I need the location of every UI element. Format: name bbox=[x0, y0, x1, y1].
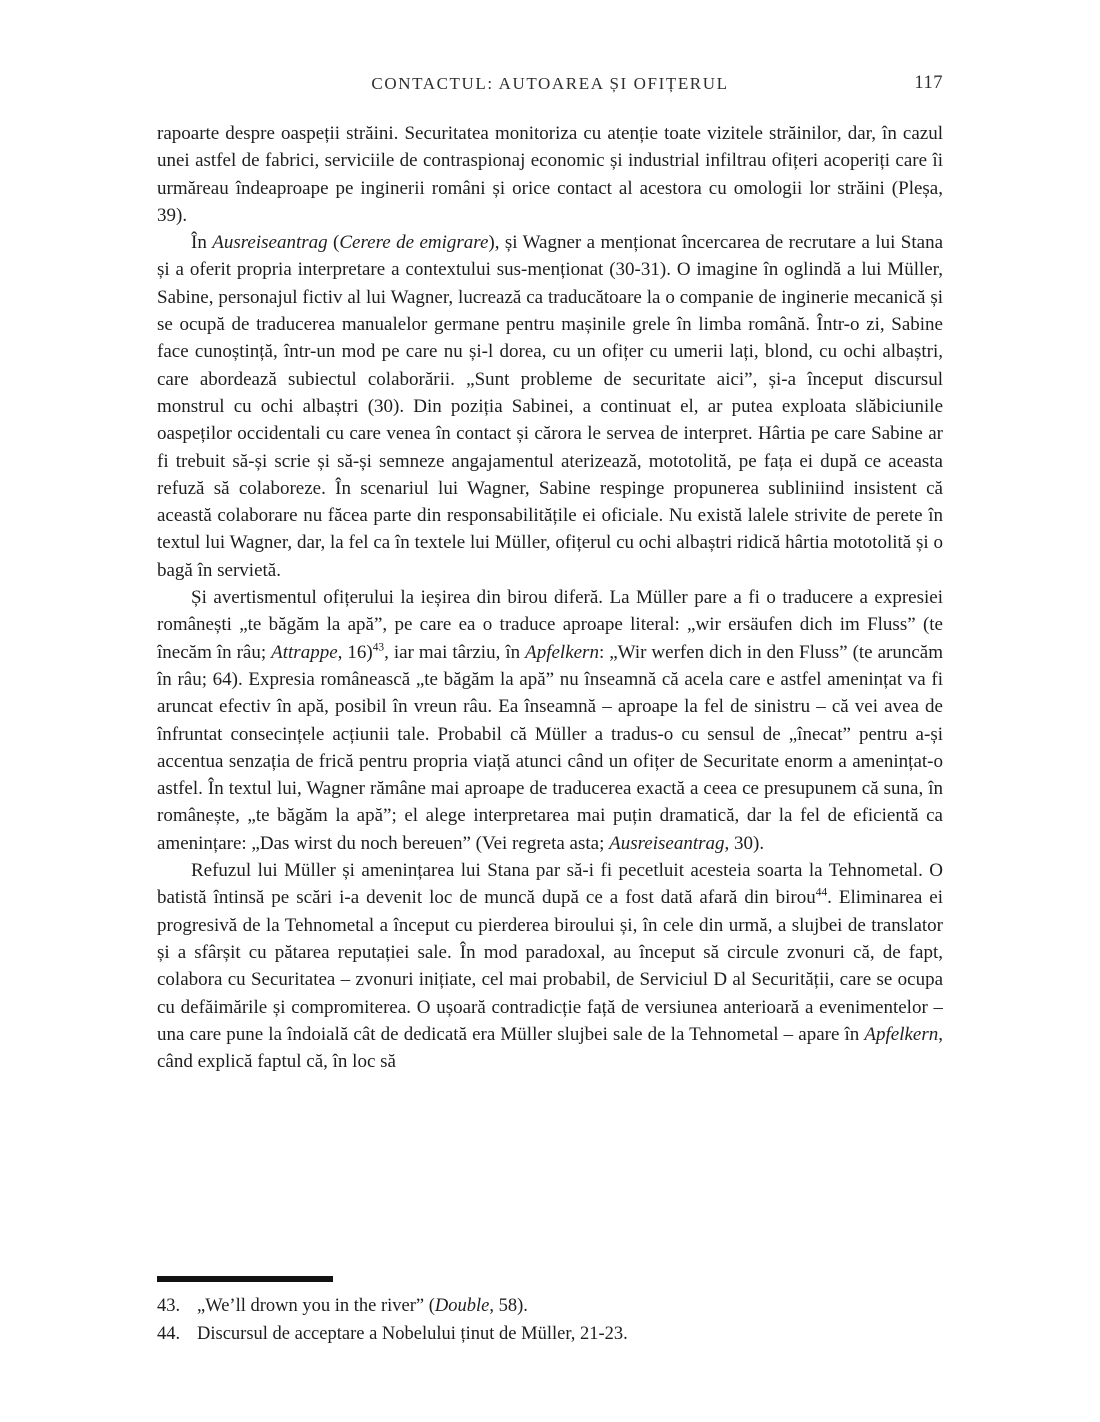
text-run: , 58). bbox=[489, 1296, 528, 1316]
text-run: ), și Wagner a menționat încercarea de recrutare a lui Stana și a oferit propria interpretare a contextului sus-menționat (30-31). O imagine în oglindă a lui Müller, Sabine, personajul fictiv al lui Wagner, lucrează ca traducătoare la o companie de inginerie mecanică și se ocupă de traducerea manualelor germane pentru mașinile grele în limba română. Într-o zi, Sabine face cunoștință, într-un mod pe care nu și-l dorea, cu un ofițer cu umerii lați, blond, cu ochi albaștri, care abordează subiectul colaborării. „Sunt probleme de securitate aici”, și-a început discursul monstrul cu ochi albaștri (30). Din poziția Sabinei, a continuat el, ar putea exploata slăbiciunile oaspeților occidentali cu care venea în contact și cărora le servea de interpret. Hârtia pe care Sabine ar fi trebuit să-și scrie și să-și semneze angajamentul aterizează, mototolită, pe fața ei după ce aceasta refuză să colaboreze. În scenariul lui Wagner, Sabine respinge propunerea subliniind insistent că această colaborare nu făcea parte din responsabilitățile ei oficiale. Nu există lalele strivite de perete în textul lui Wagner, dar, la fel ca în textele lui Müller, ofițerul cu ochi albaștri ridică hârtia mototolită și o bagă în servietă. bbox=[157, 232, 943, 581]
italic-text: Ausreiseantrag bbox=[212, 232, 328, 254]
italic-text: Attrappe bbox=[271, 641, 338, 663]
footnote-item bbox=[157, 1293, 943, 1321]
paragraph bbox=[157, 857, 943, 1075]
italic-text: Cerere de emigrare bbox=[339, 232, 489, 254]
header-title: CONTACTUL: AUTOAREA ȘI OFIȚERUL bbox=[371, 74, 729, 93]
paragraph bbox=[157, 584, 943, 857]
footnote-number: 44. bbox=[157, 1323, 181, 1344]
text-run: , când explică faptul că, în loc să bbox=[157, 1023, 943, 1073]
text-run: rapoarte despre oaspeții străini. Securitatea monitoriza cu atenție toate vizitele străinilor, dar, în cazul unei astfel de fabrici, serviciile de contraspionaj economic și industrial infiltrau ofițeri acoperiți care îi urmăreau îndeaproape pe inginerii români și orice contact al acestora cu omologii lor străini (Pleșa, 39). bbox=[157, 123, 943, 226]
footnote-ref: 43 bbox=[372, 641, 385, 654]
footnote-list bbox=[157, 1293, 943, 1348]
italic-text: Apfelkern bbox=[864, 1023, 939, 1045]
italic-text: Ausreiseantrag bbox=[609, 832, 725, 854]
paragraph bbox=[157, 120, 943, 229]
page-number: 117 bbox=[914, 73, 943, 93]
text-run: Refuzul lui Müller și amenințarea lui Stana par să-i fi pecetluit acesteia soarta la Tehnometal. O batistă întinsă pe scări i-a devenit loc de muncă după ce a fost dată afară din birou bbox=[157, 860, 943, 909]
italic-text: Apfelkern bbox=[525, 641, 599, 663]
text-run: , 16) bbox=[337, 641, 373, 663]
italic-text: Double bbox=[434, 1296, 490, 1316]
text-run: Și avertismentul ofițerului la ieșirea din birou diferă. La Müller pare a fi o traducere a expresiei românești „te băgăm la apă”, pe care ea o traduce aproape literal: „wir ersäufen dich im Fluss” (te înecăm în râu; bbox=[157, 587, 943, 663]
text-run: : „Wir werfen dich in den Fluss” (te aruncăm în râu; 64). Expresia românească „te băgăm la apă” nu înseamnă că acela care e astfel amenințat va fi aruncat efectiv în apă, posibil în vreun râu. Ea înseamnă – aproape la fel de sinistru – că vei avea de înfruntat consecințele acțiunii tale. Probabil că Müller a tradus-o cu sensul de „înecat” pentru a-și accentua senzația de frică pentru propria viață atunci când un ofițer de Securitate enorm a amenințat-o astfel. În textul lui, Wagner rămâne mai aproape de traducerea exactă a ceea ce presupunem că suna, în românește, „te băgăm la apă”; el alege interpretarea mai puțin dramatică, dar la fel de eficientă ca amenințare: „Das wirst du noch bereuen” (Vei regreta asta; bbox=[157, 641, 943, 854]
footnote-text bbox=[197, 1321, 943, 1349]
body-text bbox=[157, 120, 943, 1280]
text-run: ( bbox=[327, 232, 340, 254]
text-run: „We’ll drown you in the river” ( bbox=[197, 1296, 435, 1316]
text-run: , 30). bbox=[724, 832, 765, 854]
footnote-section bbox=[157, 1276, 943, 1348]
running-header bbox=[157, 74, 943, 100]
text-run: . Eliminarea ei progresivă de la Tehnometal a început cu pierderea biroului și, în cele din urmă, a slujbei de translator și a sfârșit cu pătarea reputației sale. În mod paradoxal, au început să circule zvonuri că, de fapt, colabora cu Securitatea – zvonuri inițiate, cel mai probabil, de Serviciul D al Securității, care se ocupa cu defăimările și compromiterea. O ușoară contradicție față de versiunea anterioară a evenimentelor – una care pune la îndoială cât de dedicată era Müller slujbei sale de la Tehnometal – apare în bbox=[157, 887, 943, 1045]
footnote-number: 43. bbox=[157, 1296, 181, 1316]
footnote-item bbox=[157, 1321, 943, 1349]
text-run: În bbox=[191, 232, 213, 254]
text-run: , iar mai târziu, în bbox=[384, 641, 526, 663]
footnote-separator bbox=[157, 1276, 333, 1282]
footnote-ref: 44 bbox=[815, 886, 828, 899]
text-run: Discursul de acceptare a Nobelului ținut de Müller, 21-23. bbox=[197, 1323, 628, 1344]
footnote-text bbox=[197, 1293, 943, 1321]
paragraph bbox=[157, 229, 943, 584]
